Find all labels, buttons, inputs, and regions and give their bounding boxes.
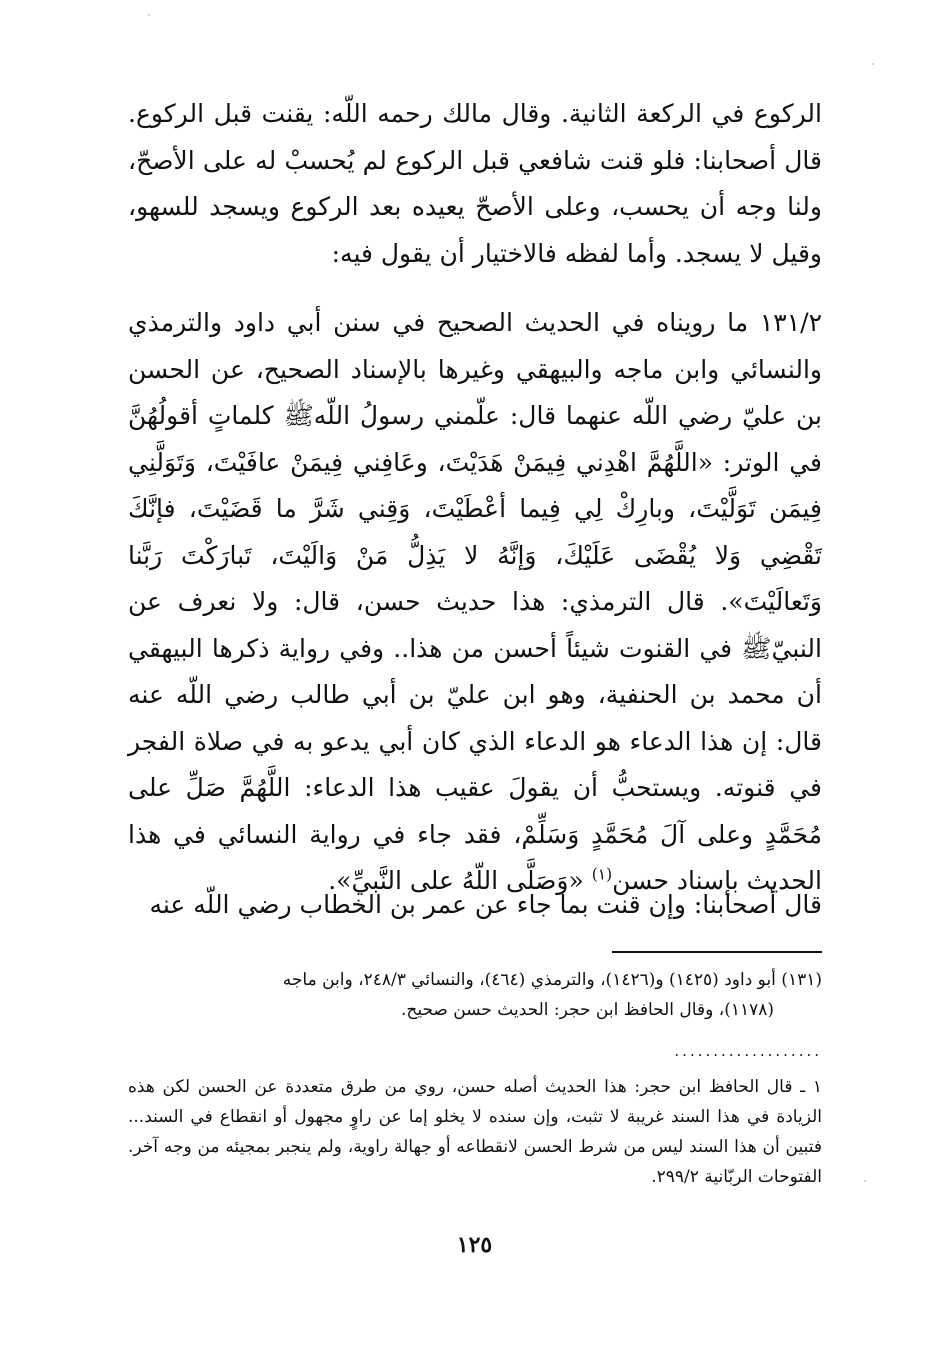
paragraph-hadith-131 xyxy=(128,300,856,905)
dotted-separator: ................... xyxy=(674,1042,822,1060)
footnote-line: (١٣١) أبو داود (١٤٢٥) و(١٤٢٦)، والترمذي (٤٦٤)، والنسائي ٢٤٨/٣، وابن ماجه xyxy=(282,970,822,990)
footnote-reference: (١) xyxy=(591,865,613,884)
paragraph-text: ١٣١/٢ ما رويناه في الحديث الصحيح في سنن أبي داود والترمذي والنسائي وابن ماجه والبيهقي وغيرها بالإسناد الصحيح، عن الحسن بن عليّ رضي اللّه عنهما قال: علّمني رسولُ اللّهﷺ كلماتٍ أقولُهُنَّ في الوتر: «اللَّهُمَّ اهْدِني فِيمَنْ هَدَيْتَ، وعَافِني فِيمَنْ عافَيْتَ، وَتَوَلَّنِي فِيمَن تَوَلَّيْتَ، وبارِكْ لِي فِيما أعْطَيْتَ، وَقِني شَرَّ ما قَضَيْتَ، فإنَّكَ تَقْضِي وَلا يُقْضَى عَلَيْكَ، وَإنَّهُ لا يَذِلُّ مَنْ وَالَيْتَ، تَبارَكْتَ رَبَّنا وَتَعالَيْتَ». قال الترمذي: هذا حديث حسن، قال: ولا نعرف عن النبيّﷺ في القنوت شيئاً أحسن من هذا.. وفي رواية ذكرها البيهقي أن محمد بن الحنفية، وهو ابن عليّ بن أبي طالب رضي اللّه عنه قال: إن هذا الدعاء هو الدعاء الذي كان أبي يدعو به في صلاة الفجر في قنوته. ويستحبُّ أن يقولَ عقيب هذا الدعاء: اللَّهُمَّ صَلِّ على مُحَمَّدٍ وعلى آلَ مُحَمَّدٍ وَسَلِّمْ، فقد جاء في رواية النسائي في هذا الحديث بإسناد حسن xyxy=(128,308,822,895)
paragraph-ruku xyxy=(128,91,822,277)
page-number: ١٢٥ xyxy=(456,1232,493,1258)
paragraph-qunut-umar xyxy=(128,882,856,929)
footnote-separator-line xyxy=(612,951,822,953)
editor-footnote xyxy=(128,1072,822,1192)
footnote-text: ١ ـ قال الحافظ ابن حجر: هذا الحديث أصله حسن، روي من طرق متعددة عن الحسن لكن هذه الزيادة في هذا السند غريبة لا تثبت، وإن سنده لا يخلو إما عن راوٍ مجهول أو انقطاع في السند... فتبين أن هذا السند ليس من شرط الحسن لانقطاعه أو جهالة راوية، ولم ينجبر بمجيئه من وجه آخر. الفتوحات الربّانية ٢٩٩/٢. xyxy=(128,1077,822,1187)
paragraph-text-end: «وَصَلَّى اللّهُ على النَّبيِّ». xyxy=(328,866,592,895)
paragraph-text: قال أصحابنا: وإن قنت بما جاء عن عمر بن الخطاب رضي اللّه عنه xyxy=(149,890,822,919)
paragraph-text: الركوع في الركعة الثانية. وقال مالك رحمه اللّه: يقنت قبل الركوع. قال أصحابنا: فلو قنت شافعي قبل الركوع لم يُحسبْ له على الأصحّ، ولنا وجه أن يحسب، وعلى الأصحّ يعيده بعد الركوع ويسجد للسهو، وقيل لا يسجد. وأما لفظه فالاختيار أن يقول فيه: xyxy=(128,99,823,268)
footnote-line: (١١٧٨)، وقال الحافظ ابن حجر: الحديث حسن صحيح. xyxy=(400,1000,774,1020)
hadith-source-footnote xyxy=(128,965,822,1025)
scan-speck xyxy=(872,63,874,65)
scan-speck xyxy=(148,14,150,16)
scan-speck xyxy=(864,1180,866,1182)
